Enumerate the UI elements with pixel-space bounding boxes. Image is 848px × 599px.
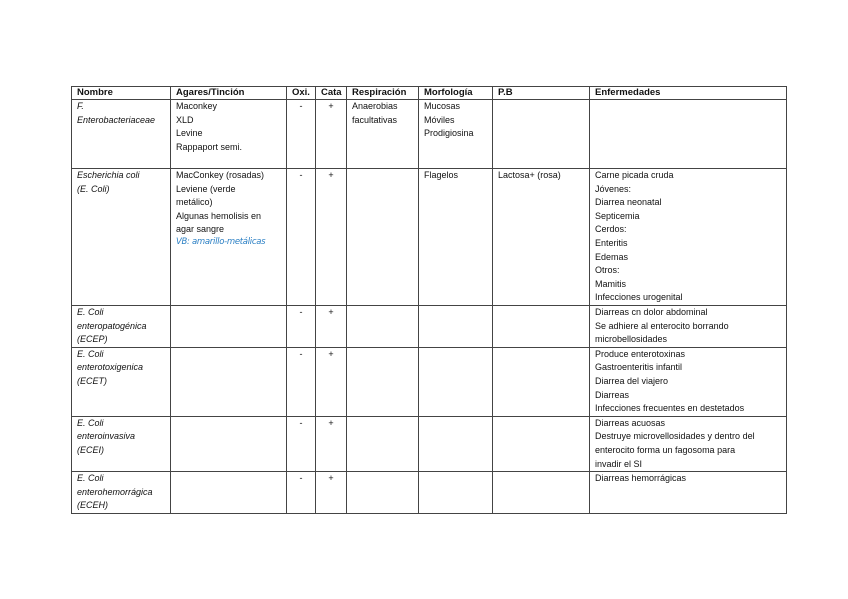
cell-enfermedades xyxy=(590,306,787,348)
handwritten-note: VB: amarillo-metálicas xyxy=(176,236,266,247)
enfermedad-line: Diarreas acuosas xyxy=(595,417,666,428)
enfermedad-line: Se adhiere al enterocito borrando xyxy=(595,320,729,331)
enfermedad-line: Gastroenteritis infantil xyxy=(595,362,683,373)
cell-morfologia xyxy=(419,100,493,169)
agares-line: Algunas hemolisis en xyxy=(176,210,262,221)
enfermedad-line: Diarrea neonatal xyxy=(595,197,662,208)
morfologia-line: Móviles xyxy=(424,114,455,125)
nombre-line: enteropatogénica xyxy=(77,320,147,331)
enfermedad-line: Diarrea del viajero xyxy=(595,375,669,386)
cell-nombre xyxy=(72,347,171,416)
nombre-line: (ECEH) xyxy=(77,500,108,511)
cell-pb xyxy=(493,416,590,471)
cell-respiracion xyxy=(347,472,419,514)
cell-morfologia xyxy=(419,416,493,471)
cell-enfermedades xyxy=(590,347,787,416)
cell-enfermedades xyxy=(590,100,787,169)
nombre-line: (ECEI) xyxy=(77,444,104,455)
cell-enfermedades xyxy=(590,416,787,471)
agares-line: Rappaport semi. xyxy=(176,141,243,152)
cell-oxi: - xyxy=(287,100,316,169)
nombre-line: F. xyxy=(77,101,84,111)
header-morfologia: Morfología xyxy=(419,87,493,100)
enfermedad-line: Otros: xyxy=(595,265,620,276)
cell-agares xyxy=(171,347,287,416)
table-row xyxy=(72,416,787,471)
cell-morfologia xyxy=(419,169,493,306)
cell-cata: + xyxy=(316,472,347,514)
cell-morfologia xyxy=(419,306,493,348)
morfologia-line: Flagelos xyxy=(424,170,459,180)
cell-nombre xyxy=(72,306,171,348)
header-agares: Agares/Tinción xyxy=(171,87,287,100)
nombre-line: E. Coli xyxy=(77,473,104,484)
cell-nombre xyxy=(72,169,171,306)
cell-pb: Lactosa+ (rosa) xyxy=(493,169,590,306)
cell-morfologia xyxy=(419,472,493,514)
nombre-line: (E. Coli) xyxy=(77,183,110,194)
cell-nombre xyxy=(72,416,171,471)
enfermedad-line: Diarreas xyxy=(595,389,630,400)
nombre-line: E. Coli xyxy=(77,307,104,317)
enfermedad-line: Carne picada cruda xyxy=(595,170,674,180)
table-row xyxy=(72,472,787,514)
cell-enfermedades xyxy=(590,472,787,514)
header-respiracion: Respiración xyxy=(347,87,419,100)
respiracion-line: Anaerobias xyxy=(352,101,398,111)
agares-line: MacConkey (rosadas) xyxy=(176,170,265,180)
header-row xyxy=(72,87,787,100)
enfermedad-line: Diarreas hemorrágicas xyxy=(595,473,687,484)
nombre-line: enterohemorrágica xyxy=(77,486,153,497)
enfermedad-line: Mamitis xyxy=(595,278,626,289)
agares-line: Levine xyxy=(176,128,203,139)
cell-respiracion xyxy=(347,169,419,306)
cell-oxi: - xyxy=(287,306,316,348)
document-page xyxy=(71,86,787,514)
enfermedad-line: Diarreas cn dolor abdominal xyxy=(595,307,708,317)
enfermedad-line: enterocito forma un fagosoma para xyxy=(595,444,736,455)
cell-cata: + xyxy=(316,306,347,348)
cell-respiracion xyxy=(347,306,419,348)
table-row xyxy=(72,347,787,416)
agares-line: agar sangre xyxy=(176,224,225,235)
enfermedad-line: Septicemia xyxy=(595,210,640,221)
nombre-line: E. Coli xyxy=(77,417,104,428)
header-nombre: Nombre xyxy=(72,87,171,100)
agares-line: XLD xyxy=(176,114,194,125)
table-row xyxy=(72,306,787,348)
header-cata: Cata xyxy=(316,87,347,100)
header-oxi: Oxi. xyxy=(287,87,316,100)
cell-pb xyxy=(493,472,590,514)
cell-agares xyxy=(171,169,287,306)
nombre-line: (ECEP) xyxy=(77,334,108,345)
cell-cata: + xyxy=(316,169,347,306)
cell-morfologia xyxy=(419,347,493,416)
cell-respiracion xyxy=(347,100,419,169)
enfermedad-line: Infecciones urogenital xyxy=(595,292,683,303)
morfologia-line: Mucosas xyxy=(424,101,461,111)
header-pb: P.B xyxy=(493,87,590,100)
bacteria-table xyxy=(71,86,787,514)
table-row xyxy=(72,169,787,306)
nombre-line: Escherichia coli xyxy=(77,170,140,180)
enfermedad-line: Destruye microvellosidades y dentro del xyxy=(595,431,755,442)
enfermedad-line: Produce enterotoxinas xyxy=(595,348,686,359)
enfermedad-line: Cerdos: xyxy=(595,224,627,235)
enfermedad-line: Infecciones frecuentes en destetados xyxy=(595,403,745,414)
cell-enfermedades xyxy=(590,169,787,306)
enfermedad-line: Jóvenes: xyxy=(595,183,632,194)
respiracion-line: facultativas xyxy=(352,114,398,125)
cell-agares xyxy=(171,416,287,471)
agares-line: Leviene (verde xyxy=(176,183,236,194)
cell-agares xyxy=(171,306,287,348)
morfologia-line: Prodigiosina xyxy=(424,128,474,139)
cell-oxi: - xyxy=(287,169,316,306)
enfermedad-line: invadir el SI xyxy=(595,458,643,469)
cell-pb xyxy=(493,100,590,169)
nombre-line: E. Coli xyxy=(77,348,104,359)
agares-line: metálico) xyxy=(176,197,213,208)
cell-cata: + xyxy=(316,100,347,169)
header-enfermedades: Enfermedades xyxy=(590,87,787,100)
nombre-line: enteroinvasiva xyxy=(77,431,136,442)
nombre-line: (ECET) xyxy=(77,375,107,386)
cell-cata: + xyxy=(316,416,347,471)
cell-agares xyxy=(171,472,287,514)
cell-nombre xyxy=(72,472,171,514)
nombre-line: enterotoxigenica xyxy=(77,362,144,373)
cell-respiracion xyxy=(347,347,419,416)
enfermedad-line: microbellosidades xyxy=(595,334,668,345)
cell-oxi: - xyxy=(287,416,316,471)
enfermedad-line: Enteritis xyxy=(595,237,628,248)
cell-pb xyxy=(493,347,590,416)
cell-pb xyxy=(493,306,590,348)
cell-respiracion xyxy=(347,416,419,471)
cell-oxi: - xyxy=(287,472,316,514)
cell-agares xyxy=(171,100,287,169)
table-row xyxy=(72,100,787,169)
enfermedad-line: Edemas xyxy=(595,251,629,262)
cell-cata: + xyxy=(316,347,347,416)
cell-oxi: - xyxy=(287,347,316,416)
cell-nombre xyxy=(72,100,171,169)
nombre-line: Enterobacteriaceae xyxy=(77,114,156,125)
agares-line: Maconkey xyxy=(176,101,218,111)
